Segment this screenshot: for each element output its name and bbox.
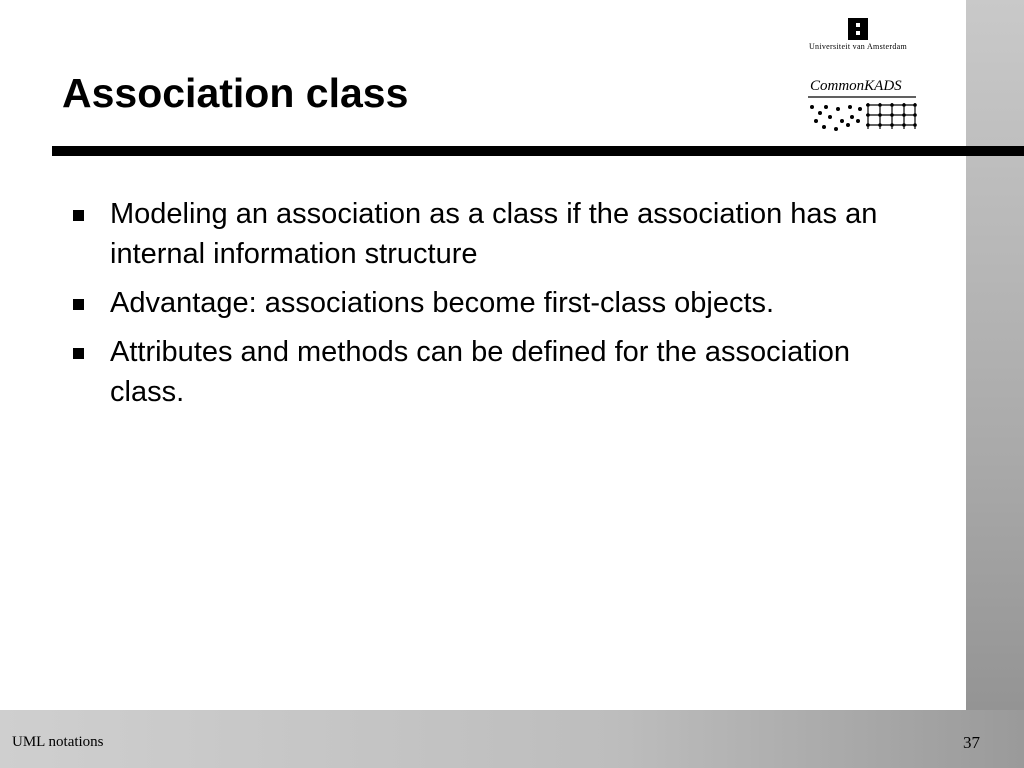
footer-section-label: UML notations [12,734,104,750]
bullet-item [70,332,920,412]
right-gradient-band [966,0,1024,768]
bullet-text: Modeling an association as a class if the association has an internal information structure [110,198,878,270]
bullet-list [70,194,920,421]
university-logo-text: Universiteit van Amsterdam [808,42,907,51]
commonkads-logo [806,78,918,134]
bottom-gradient-band [0,710,1024,768]
bullet-item [70,194,920,274]
square-bullet-icon [73,348,84,359]
title-divider [52,146,1024,156]
bullet-text: Attributes and methods can be defined for the association class. [110,336,850,408]
square-bullet-icon [73,299,84,310]
page-number: 37 [963,733,980,752]
bullet-item [70,283,920,323]
slide-title: Association class [62,70,409,116]
square-bullet-icon [73,210,84,221]
bullet-text: Advantage: associations become first-class objects. [110,287,775,319]
university-shield-icon [848,18,868,40]
commonkads-logo-text: CommonKADS [810,78,902,94]
commonkads-dot-grid-icon [806,95,918,133]
university-logo [802,18,914,52]
